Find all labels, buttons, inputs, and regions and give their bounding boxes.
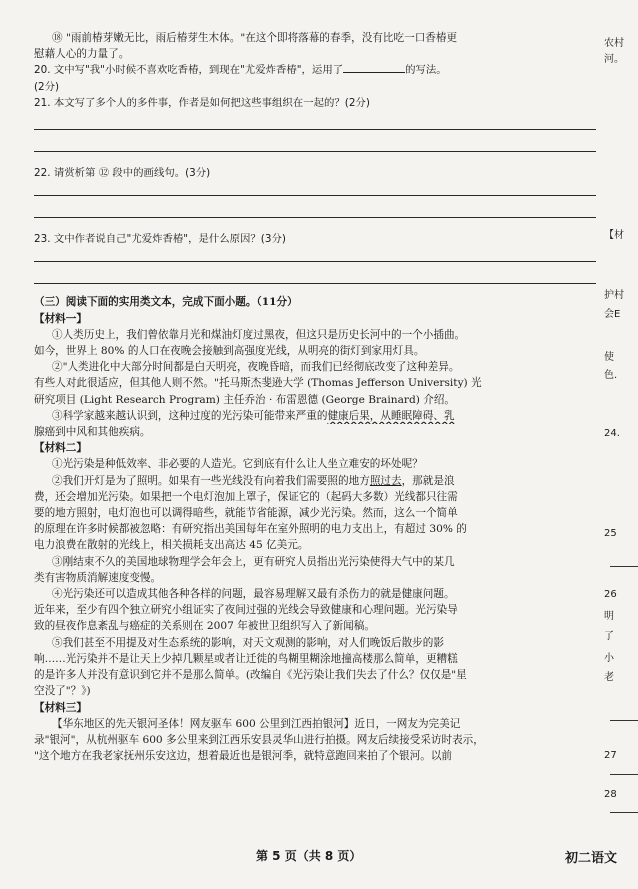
question-23: 23. 文中作者说自己"尤爱炸香椿"，是什么原因？(3分)	[34, 233, 286, 246]
paragraph-text: ，那就是浪	[401, 474, 455, 487]
paragraph-line: ①人类历史上，我们曾依靠月光和煤油灯度过黑夜，但这只是历史长河中的一个小插曲。	[52, 328, 466, 341]
paragraph-line: 近年来，至少有四个独立研究小组证实了夜间过强的光线会导致健康和心理问题。光污染导	[34, 604, 458, 617]
paragraph-line: 费，还会增加光污染。如果把一个电灯泡加上罩子，保证它的（起码大多数）光线都只往需	[34, 490, 458, 503]
paragraph-line: 如今，世界上 80% 的人口在夜晚会接触到高强度光线，从明亮的街灯到家用灯具。	[34, 345, 425, 358]
paragraph-line: 要的地方照射，电灯泡也可以调得暗些，就能节省能源，减少光污染。然而，这么一个简单	[34, 507, 458, 520]
paragraph-line	[34, 408, 596, 424]
edge-text: 28	[604, 789, 617, 800]
paragraph-line: 【华东地区的先天银河圣体！网友驱车 600 公里到江西拍银河】近日，一网友为完美记	[52, 717, 461, 730]
paragraph-line: 研究项目 (Light Research Program) 主任乔治 · 布雷恩德 (George Brainard) 介绍。	[34, 393, 456, 406]
edge-text: 农村	[604, 38, 624, 49]
paragraph-line: 电力浪费在散射的光线上，相关损耗支出高达 45 亿美元。	[34, 539, 309, 552]
edge-text: 【材	[604, 230, 624, 241]
paragraph-line: ②"人类进化中大部分时间都是白天明亮，夜晚昏暗，而我们已经彻底改变了这种差异。	[52, 361, 460, 374]
edge-text: 明	[604, 611, 614, 622]
paragraph-line: ③刚结束不久的美国地球物理学会年会上，更有研究人员指出光污染使得大气中的某几	[52, 555, 455, 568]
question-20-score: (2分)	[34, 80, 60, 93]
paragraph-line: 录"银河"，从杭州驱车 600 多公里来到江西乐安县灵华山进行拍摄。网友后续接受采访时表示，	[34, 733, 484, 746]
quote-line: ⑱ "雨前椿芽嫩无比，雨后椿芽生木体。"在这个即将落幕的春季，没有比吃一口香椿更	[52, 32, 458, 44]
edge-text: 使	[604, 352, 614, 363]
edge-text: 24.	[604, 428, 620, 439]
paragraph-line: 响……光污染并不是让天上少掉几颗星或者让迁徙的鸟糊里糊涂地撞高楼那么简单，更糟糕	[34, 652, 458, 665]
edge-text: 会E	[604, 309, 621, 320]
edge-rule	[610, 812, 638, 813]
paragraph-line: ①光污染是种低效率、非必要的人造光。它到底有什么让人坐立难安的坏处呢？	[52, 458, 423, 471]
subject-label: 初二语文	[565, 851, 618, 866]
paragraph-line: "这个地方在我老家抚州乐安这边，想着最近也是银河季，就特意跑回来拍了个银河。以前	[34, 750, 453, 763]
material-1-title: 【材料一】	[34, 312, 87, 325]
question-21: 21. 本文写了多个人的多件事，作者是如何把这些事组织在一起的？(2分)	[34, 96, 370, 109]
edge-text: 护村	[604, 290, 624, 301]
edge-text: 老	[604, 672, 614, 683]
wavy-underlined-text: 健康后果，从睡眠障碍、乳	[327, 409, 455, 422]
paragraph-line: 空没了"？》)	[34, 685, 91, 698]
paragraph-line: ④光污染还可以造成其他各种各样的问题，最容易理解又最有杀伤力的就是健康问题。	[52, 588, 455, 601]
paragraph-line: 致的昼夜作息紊乱与癌症的关系则在 2007 年被世卫组织写入了新闻稿。	[34, 620, 375, 633]
paragraph-line: 腺癌到中风和其他疾病。	[34, 426, 151, 439]
edge-text: 小	[604, 653, 614, 664]
edge-text: 了	[604, 631, 614, 642]
paragraph-line: 的是许多人并没有意识到它并不是那么简单。(改编自《光污染让我们失去了什么？仅仅是"星	[34, 669, 467, 682]
paragraph-line: 有些人对此很适应，但其他人则不然。"托马斯杰斐逊大学 (Thomas Jefferson University) 光	[34, 377, 482, 390]
quote-line: 慰藉人心的力量了。	[34, 48, 130, 61]
question-20	[34, 62, 596, 78]
paragraph-line: 类有害物质消解速度变慢。	[34, 571, 162, 584]
edge-text: 26	[604, 589, 617, 600]
answer-blank[interactable]	[343, 62, 405, 73]
paragraph-text: ③科学家越来越认识到，这种过度的光污染可能带来严重的	[52, 409, 328, 422]
edge-text: 27	[604, 750, 617, 761]
edge-text: 河。	[604, 54, 624, 65]
edge-rule	[610, 774, 638, 775]
question-22: 22. 请赏析第 ⑫ 段中的画线句。(3分)	[34, 167, 211, 180]
edge-text: 色.	[604, 370, 618, 381]
edge-rule	[610, 720, 638, 721]
material-3-title: 【材料三】	[34, 701, 87, 714]
question-20-prefix: 20. 文中写"我"小时候不喜欢吃香椿，到现在"尤爱炸香椿"，运用了	[34, 64, 344, 77]
question-20-suffix: 的写法。	[405, 64, 447, 77]
edge-rule	[610, 566, 638, 567]
paragraph-line: ⑤我们甚至不用提及对生态系统的影响，对天文观测的影响，对人们晚饭后散步的影	[52, 636, 444, 649]
edge-text: 25	[604, 528, 617, 539]
material-2-title: 【材料二】	[34, 442, 87, 455]
paragraph-line	[34, 473, 596, 489]
paragraph-line: 的原理在许多时候都被忽略：有研究指出美国每年在室外照明的电力支出上，有超过 30% 的	[34, 523, 467, 536]
underlined-text: 照过去	[369, 474, 402, 487]
main-column	[34, 30, 596, 764]
section-heading: （三）阅读下面的实用类文本，完成下面小题。（11分）	[34, 296, 298, 309]
paragraph-text: ②我们开灯是为了照明。如果有一些光线没有向着我们需要照的地方	[52, 474, 370, 487]
page-number: 第 5 页（共 8 页）	[256, 849, 362, 863]
